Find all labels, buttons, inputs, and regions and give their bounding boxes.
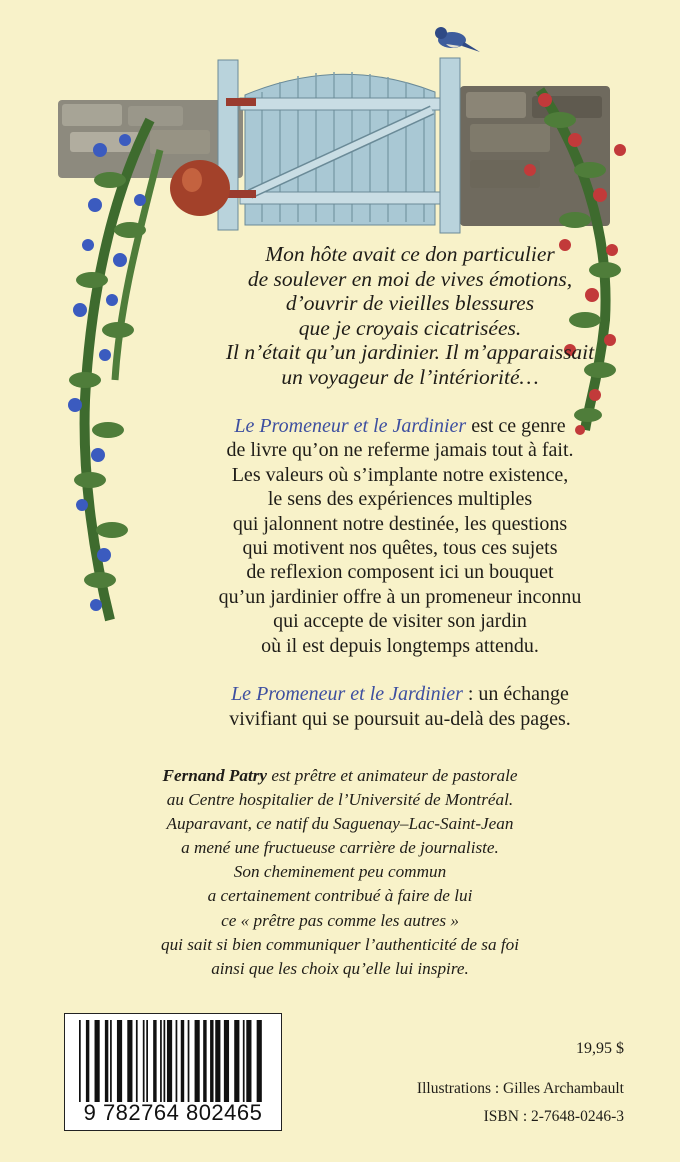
description-line: Les valeurs où s’implante notre existence, — [231, 463, 569, 486]
credits-block — [417, 1075, 624, 1131]
quote-line: Il n’était qu’un jardinier. Il m’apparaissait — [225, 340, 595, 365]
barcode-bar — [86, 1020, 89, 1102]
isbn-number: ISBN : 2-7648-0246-3 — [483, 1108, 624, 1125]
quote-block — [140, 242, 680, 390]
quote-line: que je croyais cicatrisées. — [298, 315, 522, 340]
description-block — [130, 414, 670, 658]
barcode-bar — [188, 1020, 190, 1102]
illustrations-credit: Illustrations : Gilles Archambault — [416, 1080, 624, 1097]
barcode-bar — [146, 1020, 148, 1102]
barcode-bar — [110, 1020, 112, 1102]
barcode-bars — [79, 1020, 267, 1102]
barcode-bar — [143, 1020, 145, 1102]
barcode-bar — [164, 1020, 166, 1102]
barcode-bar — [210, 1020, 213, 1102]
description-line: le sens des expériences multiples — [267, 488, 533, 511]
tagline-line: vivifiant qui se poursuit au-delà des pages. — [229, 708, 571, 730]
bio-line: a mené une fructueuse carrière de journaliste. — [181, 838, 499, 858]
clay-pot — [170, 160, 230, 216]
bio-line: ce « prêtre pas comme les autres » — [221, 910, 459, 930]
author-bio — [0, 764, 680, 981]
barcode-bar — [160, 1020, 162, 1102]
description-line: de livre qu’on ne referme jamais tout à fait. — [226, 439, 574, 462]
barcode-bar — [176, 1020, 178, 1102]
description-line: qui motivent nos quêtes, tous ces sujets — [242, 537, 558, 560]
barcode-bar — [153, 1020, 156, 1102]
description-line: de reflexion composent ici un bouquet — [246, 561, 554, 584]
quote-line: un voyageur de l’intériorité… — [281, 364, 539, 389]
bio-line: Son cheminement peu commun — [233, 862, 447, 882]
tagline-text: : un échange — [462, 683, 569, 705]
barcode-bar — [117, 1020, 122, 1102]
book-title: Le Promeneur et le Jardinier — [234, 415, 467, 437]
isbn-barcode — [64, 1013, 282, 1131]
barcode-bar — [79, 1020, 81, 1102]
book-title: Le Promeneur et le Jardinier — [231, 683, 463, 705]
bio-line: a certainement contribué à faire de lui — [207, 886, 473, 906]
description-text: est ce genre — [466, 415, 566, 437]
bio-line: ainsi que les choix qu’elle lui inspire. — [211, 958, 469, 978]
barcode-bar — [167, 1020, 172, 1102]
barcode-bar — [243, 1020, 245, 1102]
description-line: qui jalonnent notre destinée, les questions — [232, 512, 568, 535]
author-name: Fernand Patry — [162, 766, 268, 785]
barcode-bar — [136, 1020, 138, 1102]
barcode-bar — [224, 1020, 229, 1102]
description-line: qui accepte de visiter son jardin — [273, 610, 527, 633]
barcode-bar — [246, 1020, 251, 1102]
bio-line: qui sait si bien communiquer l’authenticité de sa foi — [160, 934, 520, 954]
barcode-bar — [257, 1020, 262, 1102]
quote-line: Mon hôte avait ce don particulier — [265, 242, 555, 266]
wooden-gate — [218, 58, 460, 233]
bluebird — [435, 27, 480, 52]
barcode-digits: 9 782764 802465 — [83, 1100, 263, 1125]
tagline-block — [130, 682, 670, 732]
description-line: qu’un jardinier offre à un promeneur inconnu — [218, 585, 582, 608]
quote-line: d’ouvrir de vieilles blessures — [285, 291, 535, 316]
barcode-bar — [95, 1020, 100, 1102]
tagline-line — [130, 682, 670, 707]
barcode-bar — [215, 1020, 220, 1102]
barcode-bar — [105, 1020, 108, 1102]
quote-line: de soulever en moi de vives émotions, — [247, 266, 573, 291]
description-line — [130, 414, 670, 438]
bio-line — [0, 764, 680, 788]
barcode-bar — [195, 1020, 200, 1102]
bio-line: au Centre hospitalier de l’Université de Montréal. — [166, 790, 514, 810]
barcode-bar — [203, 1020, 206, 1102]
bio-line: Auparavant, ce natif du Saguenay–Lac-Saint-Jean — [166, 814, 514, 834]
barcode-bar — [234, 1020, 239, 1102]
price: 19,95 $ — [576, 1040, 624, 1057]
barcode-bar — [127, 1020, 132, 1102]
description-line: où il est depuis longtemps attendu. — [261, 634, 539, 657]
barcode-bar — [181, 1020, 184, 1102]
bio-text: est prêtre et animateur de pastorale — [267, 766, 518, 785]
